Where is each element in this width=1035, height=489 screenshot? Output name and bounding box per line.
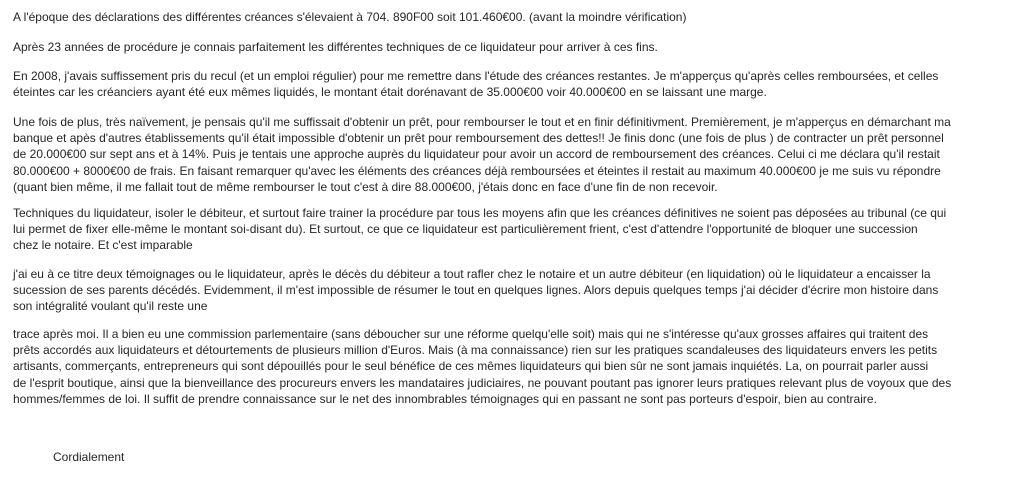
text-line: Techniques du liquidateur, isoler le débiteur, et surtout faire trainer la procédure par tous les moyens afin que les créances définitives ne soient pas déposées au tribunal (ce qui xyxy=(13,206,947,220)
text-line: Après 23 années de procédure je connais parfaitement les différentes techniques de ce liquidateur pour arriver à ces fins. xyxy=(13,40,658,54)
text-line: (quant bien même, il me fallait tout de même rembourser le tout c'est à dire 88.000€00, j'étais donc en face d'une fin de non recevoir. xyxy=(13,179,718,194)
text-line: j'ai eu à ce titre deux témoignages ou le liquidateur, après le décès du débiteur a tout rafler chez le notaire et un autre débiteur (en liquidation) où le liquidateur a encaisser la xyxy=(13,267,931,281)
paragraph-procedure xyxy=(13,39,1025,55)
text-line: hommes/femmes de loi. Il suffit de prendre connaissance sur le net des innombrables témoignages qui en passant ne sont pas porteurs d'espoir, bien au contraire. xyxy=(13,391,877,406)
text-line: éteintes car les créanciers ayant été eux mêmes liquidés, le montant était dorénavant de 35.000€00 voir 40.000€00 en se laissant une marge. xyxy=(13,85,767,100)
text-line: sucession de ses parents décédés. Evidemment, il m'est impossible de résumer le tout en quelques lignes. Alors depuis quelques temps j'ai décider d'écrire mon histoire dans xyxy=(13,283,939,298)
closing-signature xyxy=(53,449,1035,465)
paragraph-loan xyxy=(13,114,1025,195)
text-line: chez le notaire. Et c'est imparable xyxy=(13,238,193,253)
text-line: son intégralité voulant qu'il reste une xyxy=(13,299,208,314)
text-line: artisants, commerçants, entrepreneurs qui sont dépouillés pour le seul bénéfice de ces mêmes liquidateurs qui bien sûr ne sont jamais inquiétés. La, on pourrait parler aussi xyxy=(13,359,929,374)
paragraph-testimonies xyxy=(13,266,1025,315)
text-line: de 20.000€00 sur sept ans et à 14%. Puis je tentais une approche auprès du liquidateur pour avoir un accord de remboursement des créances. Celui ci me déclara qu'il restait xyxy=(13,147,940,162)
text-line: trace après moi. Il a bien eu une commission parlementaire (sans déboucher sur une réforme quelqu'elle soit) mais qui ne s'intéresse qu'aux grosses affaires qui traitent des xyxy=(13,327,929,341)
paragraph-2008 xyxy=(13,68,1025,100)
paragraph-commission xyxy=(13,326,1025,407)
text-line: 80.000€00 + 8000€00 de frais. En faisant remarquer qu'avec les éléments des créances déjà remboursées et éteintes il restait au maximum 40.000€00 je me suis vu répondre xyxy=(13,163,941,178)
paragraph-techniques xyxy=(13,205,1025,254)
text-line: prêts accordés aux liquidateurs et détourtements de plusieurs million d'Euros. Mais (à ma connaissance) rien sur les pratiques scandaleuses des liquidateurs envers les petits xyxy=(13,343,938,358)
text-line: Cordialement xyxy=(53,450,125,464)
text-line: banque et apès d'autres établissements qu'il était impossible d'obtenir un prêt pour remboursement des dettes!! Je finis donc (une fois de plus ) de contracter un prêt personnel xyxy=(13,131,944,146)
text-line: A l'époque des déclarations des différentes créances s'élevaient à 704. 890F00 soit 101.460€00. (avant la moindre vérification) xyxy=(13,10,687,24)
text-line: lui permet de fixer elle-même le montant soi-disant du). Et surtout, ce que ce liquidateur est particulièrement frient, c'est d'attendre l'opportunité de bloquer une succession xyxy=(13,222,918,237)
text-line: de l'esprit boutique, ainsi que la bienveillance des procureurs envers les mandataires judiciaires, ne pouvant poutant pas ignorer leurs pratiques relevant plus de voyoux que des xyxy=(13,375,952,390)
text-line: Une fois de plus, très naïvement, je pensais qu'il me suffissait d'obtenir un prêt, pour rembourser le tout et en finir définitivment. Premièrement, je m'apperçus en démarchant ma xyxy=(13,115,951,129)
text-line: En 2008, j'avais suffissement pris du recul (et un emploi régulier) pour me remettre dans l'étude des créances restantes. Je m'apperçus qu'après celles remboursées, et celles xyxy=(13,69,939,83)
paragraph-declarations xyxy=(13,9,1025,25)
